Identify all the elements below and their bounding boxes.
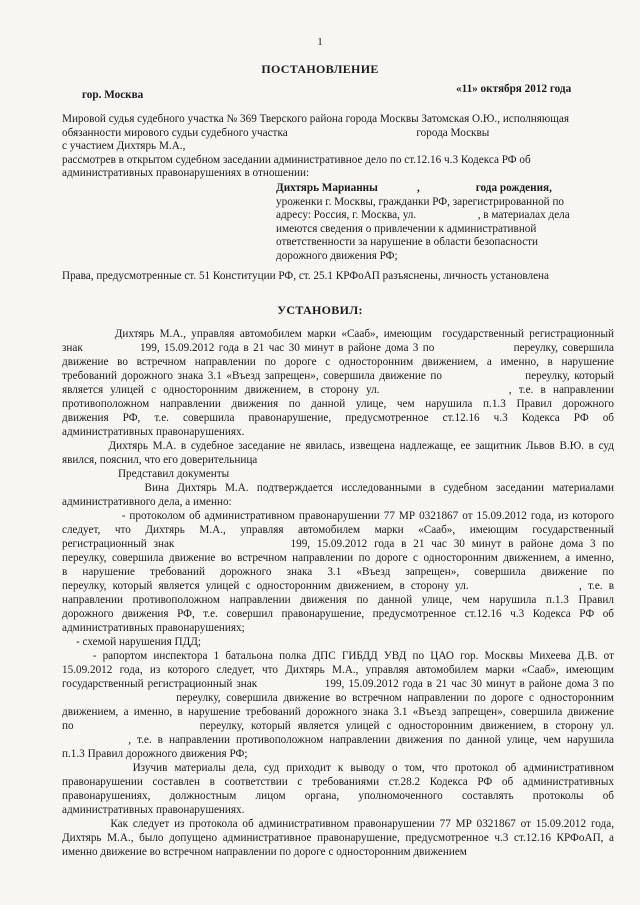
body-line: административных правонарушениях; [62, 622, 245, 634]
body-line: административных правонарушениях. [62, 426, 245, 438]
document-title: ПОСТАНОВЛЕНИЕ [261, 62, 379, 76]
defendant-line: уроженки г. Москвы, гражданки РФ, зарегистрированной по [276, 195, 565, 208]
document-date: «11» октября 2012 года [456, 83, 572, 95]
body-line: является улицей с односторонним движением, в сторону ул. , т.е. в направлении [62, 384, 614, 396]
body-line: именно движение во встречном направлении по дороге с односторонним движением [62, 846, 467, 858]
page-number: 1 [317, 36, 323, 48]
body-line: движением, а именно, в нарушение требований дорожного знака 3.1 «Въезд запрещен», совершила движение [62, 706, 614, 718]
intro-line: обязанности мирового судьи судебного участка города Москвы [62, 126, 490, 139]
body-line: государственный регистрационный знак 199, 15.09.2012 года в 21 час 30 минут в районе дома 3 по [62, 678, 614, 690]
body-line: по переулку, который является улицей с односторонним движением, в сторону ул. [62, 720, 614, 732]
body-line: правонарушении составлен в соответствии с требованиями ст.28.2 Кодекса РФ об административных [62, 776, 614, 788]
defendant-line: дорожного движения РФ; [276, 250, 398, 262]
body-line: Дихтярь М.А. в судебное заседание не явилась, извещена надлежаще, ее защитник Львов В.Ю. в суд [62, 440, 614, 452]
body-line: 15.09.2012 года, из которого следует, что Дихтярь М.А., управляя автомобилем марки «Сааб», имеющим [62, 664, 614, 676]
defendant-line: ответственности за нарушение в области безопасности [276, 236, 539, 249]
body-line: п.1.3 Правил дорожного движения РФ; [62, 748, 248, 760]
intro-line: Мировой судья судебного участка № 369 Тверского района города Москвы Затомская О.Ю., исполняющая [62, 113, 570, 125]
body-line: знак 199, 15.09.2012 года в 21 час 30 минут в районе дома 3 по переулку, совершила [62, 342, 614, 354]
body-line: - протоколом об административном правонарушении 77 МР 0321867 от 15.09.2012 года, из которого [62, 510, 614, 522]
body-line: явился, пояснил, что его доверительница [62, 454, 258, 466]
body-line: Представил документы [62, 468, 230, 480]
body-line: Дихтярь М.А., управляя автомобилем марки «Сааб», имеющим государственный регистрационный [62, 328, 614, 340]
body-line: , т.е. в направлении противоположном направлении движения по данной улице, чем нарушила [62, 734, 614, 746]
body-line: Вина Дихтярь М.А. подтверждается исследованными в судебном заседании материалами [62, 482, 614, 494]
body-line: направлении противоположном направлении движения по данной улице, чем нарушила п.1.3 Правил [62, 594, 614, 606]
body-line: дорожного движения РФ, т.е. совершил правонарушение, предусмотренное ст.12.16 ч.3 Кодекса РФ об [62, 608, 614, 620]
section-title: УСТАНОВИЛ: [277, 303, 363, 317]
body-line: административного дела, а именно: [62, 496, 232, 508]
body-line: в нарушение требований дорожного знака 3.1 «Въезд запрещен», совершила движение по [62, 566, 614, 578]
body-line: движения РФ, т.е. совершила правонарушение, предусмотренное ст.12.16 ч.3 Кодекса РФ об [62, 412, 614, 424]
body-line: Дихтярь М.А., было допущено административное правонарушение, предусмотренное ч.3 ст.12.16 КРФоАП, а [62, 832, 614, 844]
body-line: требований дорожного знака 3.1 «Въезд запрещен», совершила движение по переулку, который [62, 370, 614, 382]
body-line: - рапортом инспектора 1 батальона полка ДПС ГИБДД УВД по ЦАО гор. Москвы Михеева Д.В. от [62, 650, 614, 662]
defendant-line: адресу: Россия, г. Москва, ул. , в материалах дела [276, 209, 570, 222]
intro-line: с участием Дихтярь М.А., [62, 140, 186, 153]
body-line: регистрационный знак 199, 15.09.2012 года в 21 час 30 минут в районе дома 3 по [62, 538, 614, 550]
body-line: переулку, совершила движение во встречном направлении по дороге с односторонним движением, а именно, [62, 552, 614, 564]
body-line: Изучив материалы дела, суд приходит к выводу о том, что протокол об административном [62, 762, 614, 774]
body-line: административных правонарушениях. [62, 804, 245, 816]
body-line: противоположном направлении движения по данной улице, чем нарушила п.1.3 Правил дорожного [62, 398, 614, 410]
intro-line: рассмотрев в открытом судебном заседании административное дело по ст.12.16 ч.3 Кодекса РФ об [62, 153, 531, 166]
body-line: правонарушениях, должностным лицом органа, уполномоченного составлять протоколы об [62, 790, 614, 802]
body-line: переулку, который является улицей с односторонним движением, в сторону ул. , т.е. в [62, 580, 614, 592]
body-line: переулку, совершила движение во встречном направлении по дороге с односторонним [62, 692, 614, 704]
body-line: движение во встречном направлении по дороге с односторонним движением, а именно, в нарушение [62, 356, 614, 368]
intro-line: административных правонарушениях в отношении: [62, 167, 310, 180]
body-line: следует, что Дихтярь М.А., управляя автомобилем марки «Сааб», имеющим государственный [62, 524, 614, 536]
body-line: Как следует из протокола об административном правонарушении 77 МР 0321867 от 15.09.2012 года, [62, 818, 614, 830]
rights-statement: Права, предусмотренные ст. 51 Конституции РФ, ст. 25.1 КРФоАП разъяснены, личность установлена [62, 270, 549, 282]
defendant-line: имеются сведения о привлечении к административной [276, 222, 537, 235]
defendant-line: Дихтярь Марианны , года рождения, [276, 182, 552, 194]
city: гор. Москва [82, 89, 144, 101]
body-line: - схемой нарушения ПДД; [62, 636, 202, 648]
